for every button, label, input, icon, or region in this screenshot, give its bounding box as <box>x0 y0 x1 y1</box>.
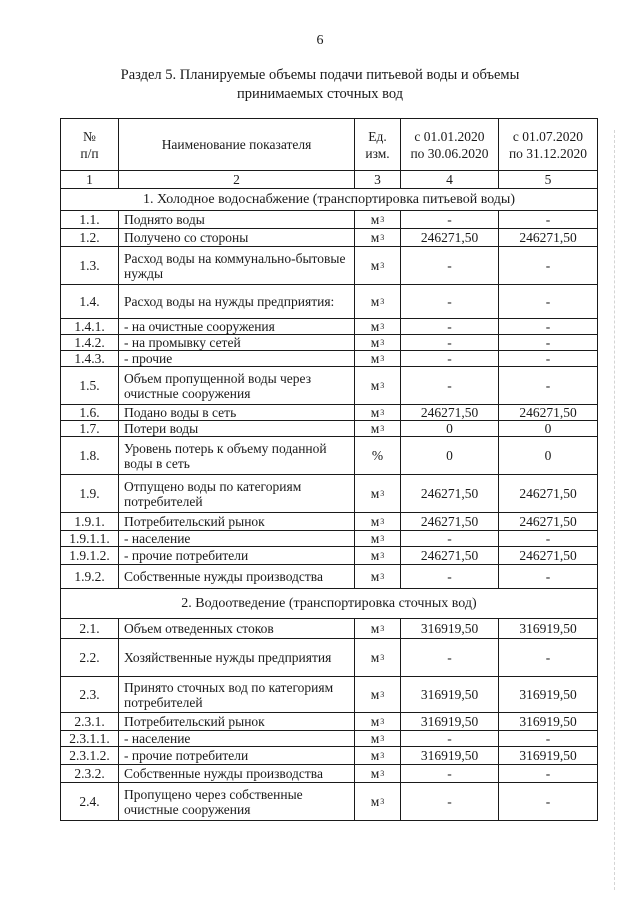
row-value-period-2 <box>498 618 598 639</box>
row-unit-text: м <box>370 351 380 366</box>
row-unit: м 3 <box>354 676 401 713</box>
row-value-period-1 <box>400 318 499 335</box>
row-value-text: 246271,50 <box>519 514 577 529</box>
row-name <box>118 318 355 335</box>
row-name-text: Расход воды на коммунально-бытовые нужды <box>124 250 346 281</box>
row-name <box>118 210 355 229</box>
row-value-text: - <box>545 569 551 584</box>
row-number <box>60 638 119 677</box>
row-value-period-2 <box>498 764 598 783</box>
column-number-4 <box>400 170 499 189</box>
row-number <box>60 318 119 335</box>
row-name <box>118 366 355 405</box>
row-value-period-2 <box>498 318 598 335</box>
row-value-text: 0 <box>544 421 552 436</box>
row-number <box>60 564 119 589</box>
row-value-period-1 <box>400 210 499 229</box>
row-unit-text: м <box>370 294 380 309</box>
row-value-text: 246271,50 <box>519 486 577 501</box>
row-number <box>60 618 119 639</box>
row-name-text: - прочие потребители <box>124 548 249 563</box>
row-number <box>60 246 119 285</box>
row-value-text: - <box>545 319 551 334</box>
row-unit-text: м <box>370 212 380 227</box>
row-value-text: 246271,50 <box>519 548 577 563</box>
row-value-period-1 <box>400 618 499 639</box>
row-name <box>118 436 355 475</box>
column-number-text: 4 <box>446 172 453 187</box>
row-value-text: 316919,50 <box>519 621 577 636</box>
row-value-period-1 <box>400 350 499 367</box>
row-value-text: 246271,50 <box>519 230 577 245</box>
row-value-period-1 <box>400 782 499 821</box>
row-unit: м 3 <box>354 246 401 285</box>
row-value-period-1 <box>400 712 499 731</box>
row-value-text: - <box>545 294 551 309</box>
section-header-row <box>60 188 598 211</box>
row-name <box>118 512 355 531</box>
row-number <box>60 366 119 405</box>
row-unit: м 3 <box>354 712 401 731</box>
row-name-text: Принято сточных вод по категориям потребителей <box>124 679 334 710</box>
row-name <box>118 350 355 367</box>
row-value-period-1 <box>400 284 499 319</box>
row-value-text: 246271,50 <box>420 548 479 563</box>
row-unit: м 3 <box>354 474 401 513</box>
row-value-period-2 <box>498 782 598 821</box>
row-name <box>118 618 355 639</box>
row-value-text: 316919,50 <box>420 714 479 729</box>
row-value-period-2 <box>498 366 598 405</box>
row-number-text: 1.4. <box>79 294 100 309</box>
row-number-text: 2.2. <box>79 650 100 665</box>
header-name-text: Наименование показателя <box>161 137 312 152</box>
row-value-text: 316919,50 <box>519 748 577 763</box>
section-title-line1: Раздел 5. Планируемые объемы подачи питьевой воды и объемы <box>120 67 520 83</box>
row-name <box>118 420 355 437</box>
row-value-period-2 <box>498 564 598 589</box>
row-value-period-1 <box>400 474 499 513</box>
row-unit: м 3 <box>354 210 401 229</box>
column-number-5 <box>498 170 598 189</box>
column-number-text: 1 <box>86 172 93 187</box>
row-value-period-1 <box>400 436 499 475</box>
row-value-text: 316919,50 <box>519 714 577 729</box>
row-value-text: - <box>545 650 551 665</box>
row-number <box>60 676 119 713</box>
row-unit-text: м <box>370 687 380 702</box>
row-number-text: 1.4.1. <box>74 319 105 334</box>
header-unit <box>354 118 401 171</box>
row-unit: м 3 <box>354 530 401 547</box>
header-period-2-line1: с 01.07.2020 <box>512 128 584 144</box>
row-number-text: 1.4.3. <box>74 351 105 366</box>
row-name-text: Уровень потерь к объему поданной воды в сеть <box>124 440 327 471</box>
header-period-2 <box>498 118 598 171</box>
row-value-text: - <box>447 294 452 309</box>
row-number <box>60 512 119 531</box>
row-value-text: 246271,50 <box>519 405 577 420</box>
row-name <box>118 730 355 747</box>
row-value-text: 316919,50 <box>420 687 479 702</box>
row-value-text: - <box>545 531 551 546</box>
row-value-period-1 <box>400 228 499 247</box>
row-name <box>118 782 355 821</box>
row-value-text: - <box>447 794 452 809</box>
row-value-period-1 <box>400 404 499 421</box>
row-value-period-1 <box>400 746 499 765</box>
row-unit: м 3 <box>354 420 401 437</box>
row-number <box>60 284 119 319</box>
column-number-2 <box>118 170 355 189</box>
row-name-text: Пропущено через собственные очистные сооружения <box>124 786 303 817</box>
row-value-text: - <box>447 650 452 665</box>
row-value-text: 246271,50 <box>420 514 479 529</box>
row-number-text: 1.6. <box>79 405 100 420</box>
row-name-text: Собственные нужды производства <box>124 766 323 781</box>
row-number-text: 2.3.2. <box>74 766 105 781</box>
header-row-number <box>60 118 119 171</box>
row-name <box>118 712 355 731</box>
row-number <box>60 404 119 421</box>
row-number <box>60 350 119 367</box>
row-number-text: 1.9.1. <box>74 514 105 529</box>
row-name-text: Потери воды <box>124 421 199 436</box>
row-name <box>118 564 355 589</box>
row-name-text: - на очистные сооружения <box>124 319 275 334</box>
row-value-period-1 <box>400 246 499 285</box>
row-value-period-1 <box>400 676 499 713</box>
row-value-text: - <box>545 766 551 781</box>
row-value-text: 316919,50 <box>420 621 479 636</box>
row-name <box>118 764 355 783</box>
row-unit-text: м <box>370 531 380 546</box>
header-period-2-line2: по 31.12.2020 <box>508 145 588 161</box>
row-value-text: - <box>447 378 452 393</box>
row-value-period-2 <box>498 210 598 229</box>
row-name <box>118 546 355 565</box>
row-name <box>118 284 355 319</box>
row-value-text: 246271,50 <box>420 230 479 245</box>
row-value-text: - <box>447 766 452 781</box>
header-number-line2: п/п <box>80 145 99 161</box>
row-value-period-2 <box>498 730 598 747</box>
row-unit: м 3 <box>354 638 401 677</box>
row-value-text: - <box>545 794 551 809</box>
row-value-text: - <box>545 378 551 393</box>
row-value-text: - <box>447 351 452 366</box>
row-number <box>60 746 119 765</box>
header-period-1-line1: с 01.01.2020 <box>414 128 485 144</box>
row-unit: м 3 <box>354 564 401 589</box>
row-number-text: 1.3. <box>79 258 100 273</box>
row-value-period-2 <box>498 676 598 713</box>
row-unit: м 3 <box>354 366 401 405</box>
row-number-text: 1.5. <box>79 378 100 393</box>
row-value-period-2 <box>498 228 598 247</box>
row-value-text: 0 <box>446 421 453 436</box>
column-number-1 <box>60 170 119 189</box>
row-value-period-1 <box>400 546 499 565</box>
section-header-row <box>60 588 598 619</box>
row-name-text: - на промывку сетей <box>124 335 241 350</box>
row-value-period-1 <box>400 730 499 747</box>
page-number: 6 <box>316 33 324 48</box>
row-unit-text: м <box>370 514 380 529</box>
row-name-text: Подано воды в сеть <box>124 405 237 420</box>
row-unit-text: м <box>370 748 380 763</box>
row-unit-text: м <box>370 230 380 245</box>
row-number-text: 2.3. <box>79 687 100 702</box>
row-number <box>60 210 119 229</box>
row-name <box>118 334 355 351</box>
row-number-text: 2.3.1. <box>74 714 105 729</box>
row-value-period-2 <box>498 350 598 367</box>
row-number <box>60 546 119 565</box>
header-period-1 <box>400 118 499 171</box>
row-unit-text: м <box>370 378 380 393</box>
row-number <box>60 474 119 513</box>
row-unit: м 3 <box>354 764 401 783</box>
row-unit: м 3 <box>354 350 401 367</box>
column-number-text: 3 <box>374 172 381 187</box>
row-value-period-2 <box>498 530 598 547</box>
row-value-text: - <box>545 731 551 746</box>
row-number-text: 1.9.2. <box>74 569 105 584</box>
row-unit: м 3 <box>354 228 401 247</box>
row-value-period-2 <box>498 334 598 351</box>
row-unit-text: м <box>370 766 380 781</box>
row-unit: м 3 <box>354 284 401 319</box>
header-indicator-name <box>118 118 355 171</box>
row-value-period-2 <box>498 404 598 421</box>
header-number-line1: № <box>83 128 96 144</box>
row-number-text: 1.2. <box>79 230 100 245</box>
row-unit-text: м <box>370 731 380 746</box>
row-number <box>60 420 119 437</box>
row-value-period-2 <box>498 638 598 677</box>
row-value-text: - <box>447 569 452 584</box>
row-number-text: 1.7. <box>79 421 100 436</box>
row-value-period-2 <box>498 246 598 285</box>
row-number-text: 1.1. <box>79 212 100 227</box>
row-name-text: Отпущено воды по категориям потребителей <box>124 478 302 509</box>
row-number-text: 1.8. <box>79 448 100 463</box>
row-value-period-2 <box>498 546 598 565</box>
row-value-text: - <box>447 319 452 334</box>
row-name-text: - население <box>124 531 191 546</box>
row-unit-text: м <box>370 335 380 350</box>
row-name-text: Потребительский рынок <box>124 714 265 729</box>
row-value-text: - <box>545 258 551 273</box>
row-number-text: 1.9.1.1. <box>69 531 110 546</box>
row-value-text: - <box>545 335 551 350</box>
row-value-text: 316919,50 <box>519 687 577 702</box>
row-value-text: - <box>447 731 452 746</box>
row-value-period-2 <box>498 284 598 319</box>
column-number-text: 2 <box>233 172 240 187</box>
row-number <box>60 228 119 247</box>
row-number-text: 2.4. <box>79 794 100 809</box>
row-unit-text: м <box>370 794 380 809</box>
row-unit-text: % <box>371 448 384 463</box>
row-number <box>60 436 119 475</box>
row-unit-text: м <box>370 421 380 436</box>
row-name-text: Расход воды на нужды предприятия: <box>124 294 335 309</box>
row-value-text: 0 <box>446 448 453 463</box>
row-unit: м 3 <box>354 318 401 335</box>
row-name-text: Получено со стороны <box>124 230 249 245</box>
row-unit: м 3 <box>354 404 401 421</box>
row-number-text: 2.1. <box>79 621 100 636</box>
row-unit-text: м <box>370 621 380 636</box>
row-value-text: - <box>447 212 452 227</box>
row-value-period-1 <box>400 334 499 351</box>
header-unit-line2: изм. <box>365 145 390 161</box>
row-number <box>60 782 119 821</box>
row-unit: м 3 <box>354 618 401 639</box>
row-name-text: Собственные нужды производства <box>124 569 323 584</box>
header-period-1-line2: по 30.06.2020 <box>410 145 489 161</box>
row-value-text: - <box>447 258 452 273</box>
row-name <box>118 746 355 765</box>
row-value-period-1 <box>400 366 499 405</box>
row-value-period-2 <box>498 436 598 475</box>
column-number-3 <box>354 170 401 189</box>
row-number-text: 1.4.2. <box>74 335 105 350</box>
row-name <box>118 530 355 547</box>
row-value-period-2 <box>498 420 598 437</box>
row-value-period-2 <box>498 512 598 531</box>
row-value-period-2 <box>498 712 598 731</box>
row-value-text: 246271,50 <box>420 486 479 501</box>
row-unit-text: м <box>370 650 380 665</box>
row-name-text: Поднято воды <box>124 212 205 227</box>
row-unit-text: м <box>370 548 380 563</box>
row-name <box>118 404 355 421</box>
row-name <box>118 638 355 677</box>
scan-edge-mark <box>614 130 615 890</box>
section-header-text: 1. Холодное водоснабжение (транспортировка питьевой воды) <box>142 192 516 207</box>
row-name-text: Объем отведенных стоков <box>124 621 274 636</box>
row-unit-text: м <box>370 486 380 501</box>
row-unit-text: м <box>370 569 380 584</box>
row-value-period-1 <box>400 420 499 437</box>
row-name-text: - прочие <box>124 351 173 366</box>
row-unit <box>354 436 401 475</box>
row-unit-text: м <box>370 319 380 334</box>
row-number-text: 1.9. <box>79 486 100 501</box>
row-value-period-1 <box>400 530 499 547</box>
row-number-text: 2.3.1.2. <box>69 748 110 763</box>
row-name-text: Объем пропущенной воды через очистные сооружения <box>124 370 312 401</box>
row-name-text: - население <box>124 731 191 746</box>
row-unit: м 3 <box>354 546 401 565</box>
row-name-text: Потребительский рынок <box>124 514 265 529</box>
row-number <box>60 334 119 351</box>
row-number-text: 2.3.1.1. <box>69 731 110 746</box>
row-number <box>60 712 119 731</box>
row-value-period-1 <box>400 564 499 589</box>
row-unit: м 3 <box>354 746 401 765</box>
row-name <box>118 676 355 713</box>
row-number <box>60 764 119 783</box>
column-number-text: 5 <box>544 172 552 187</box>
row-value-period-2 <box>498 474 598 513</box>
row-value-text: 0 <box>544 448 552 463</box>
row-unit-text: м <box>370 405 380 420</box>
row-name <box>118 228 355 247</box>
row-unit: м 3 <box>354 334 401 351</box>
row-value-text: - <box>545 351 551 366</box>
header-unit-line1: Ед. <box>368 128 387 144</box>
row-unit-text: м <box>370 258 380 273</box>
row-value-period-1 <box>400 512 499 531</box>
row-name-text: Хозяйственные нужды предприятия <box>124 650 332 665</box>
row-value-period-1 <box>400 638 499 677</box>
row-value-text: - <box>447 531 452 546</box>
row-value-text: 246271,50 <box>420 405 479 420</box>
row-number-text: 1.9.1.2. <box>69 548 110 563</box>
section-title-line2: принимаемых сточных вод <box>236 86 404 102</box>
section-header-text: 2. Водоотведение (транспортировка сточных вод) <box>181 596 477 611</box>
row-unit-text: м <box>370 714 380 729</box>
row-unit: м 3 <box>354 512 401 531</box>
row-name <box>118 474 355 513</box>
row-number <box>60 730 119 747</box>
row-number <box>60 530 119 547</box>
row-name-text: - прочие потребители <box>124 748 249 763</box>
row-value-text: 316919,50 <box>420 748 479 763</box>
row-value-period-2 <box>498 746 598 765</box>
row-value-text: - <box>447 335 452 350</box>
row-name <box>118 246 355 285</box>
row-value-text: - <box>545 212 551 227</box>
row-unit: м 3 <box>354 782 401 821</box>
row-unit: м 3 <box>354 730 401 747</box>
row-value-period-1 <box>400 764 499 783</box>
